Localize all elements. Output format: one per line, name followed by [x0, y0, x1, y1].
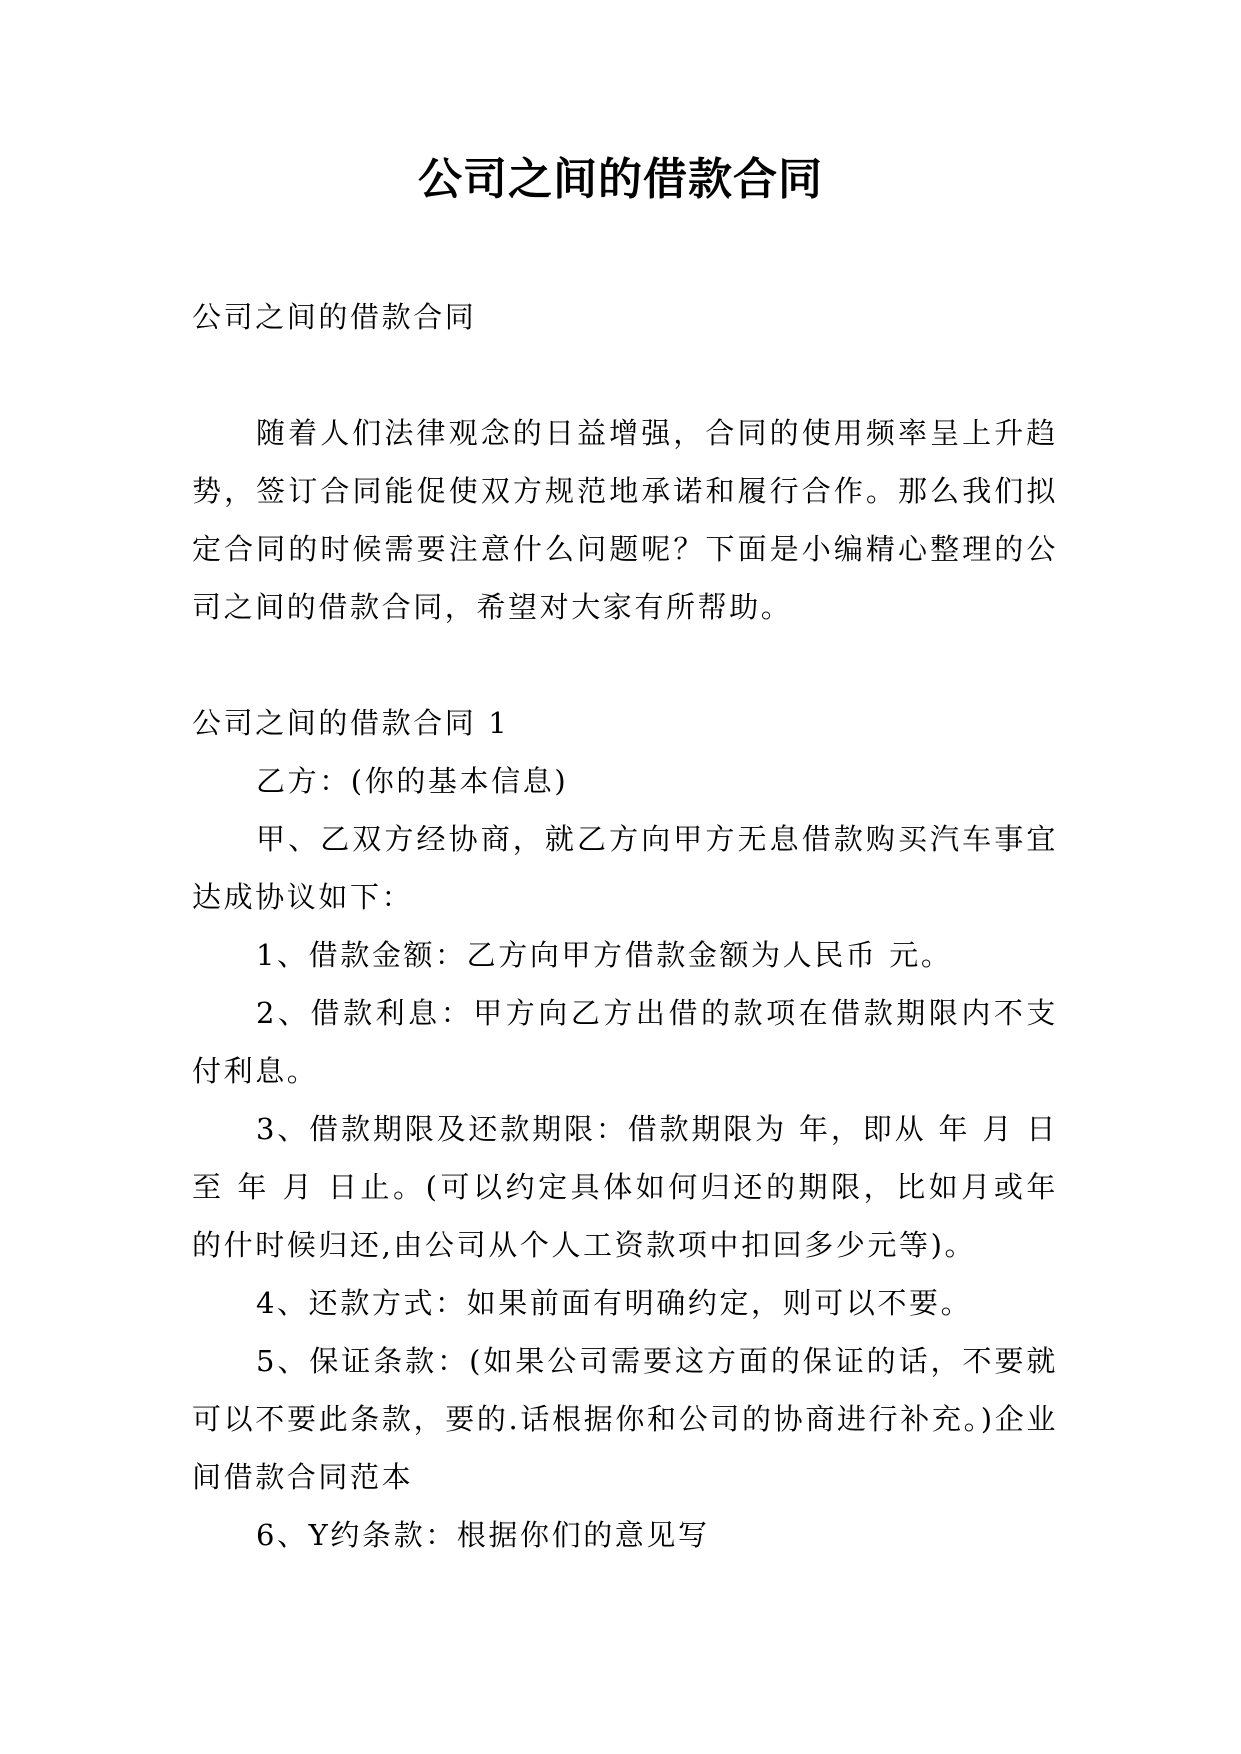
clause-loan-interest: 2、借款利息：甲方向乙方出借的款项在借款期限内不支付利息。 [192, 996, 1058, 1088]
agreement-intro-paragraph: 甲、乙双方经协商，就乙方向甲方无息借款购买汽车事宜达成协议如下： [192, 822, 1058, 914]
intro-paragraph: 随着人们法律观念的日益增强，合同的使用频率呈上升趋势，签订合同能促使双方规范地承诺和履行合作。那么我们拟定合同的时候需要注意什么问题呢？下面是小编精心整理的公司之间的借款合同，希望对大家有所帮助。 [192, 416, 1058, 624]
party-b-paragraph: 乙方：(你的基本信息) [256, 764, 569, 798]
clause-repayment-method: 4、还款方式：如果前面有明确约定，则可以不要。 [256, 1286, 973, 1320]
clause-loan-term: 3、借款期限及还款期限：借款期限为 年，即从 年 月 日至 年 月 日止。(可以约定具体如何归还的期限，比如月或年的什时候归还,由公司从个人工资款项中扣回多少元等)。 [192, 1112, 1058, 1262]
clause-guarantee: 5、保证条款：(如果公司需要这方面的保证的话，不要就可以不要此条款，要的.话根据你和公司的协商进行补充。)企业间借款合同范本 [192, 1344, 1058, 1494]
document-title: 公司之间的借款合同 [418, 154, 823, 205]
document-body [192, 288, 1058, 1564]
section-heading: 公司之间的借款合同 1 [192, 706, 510, 740]
clause-other-terms: 6、Y约条款：根据你们的意见写 [256, 1518, 710, 1552]
document-subtitle: 公司之间的借款合同 [192, 300, 477, 334]
clause-loan-amount: 1、借款金额：乙方向甲方借款金额为人民币 元。 [256, 938, 953, 972]
